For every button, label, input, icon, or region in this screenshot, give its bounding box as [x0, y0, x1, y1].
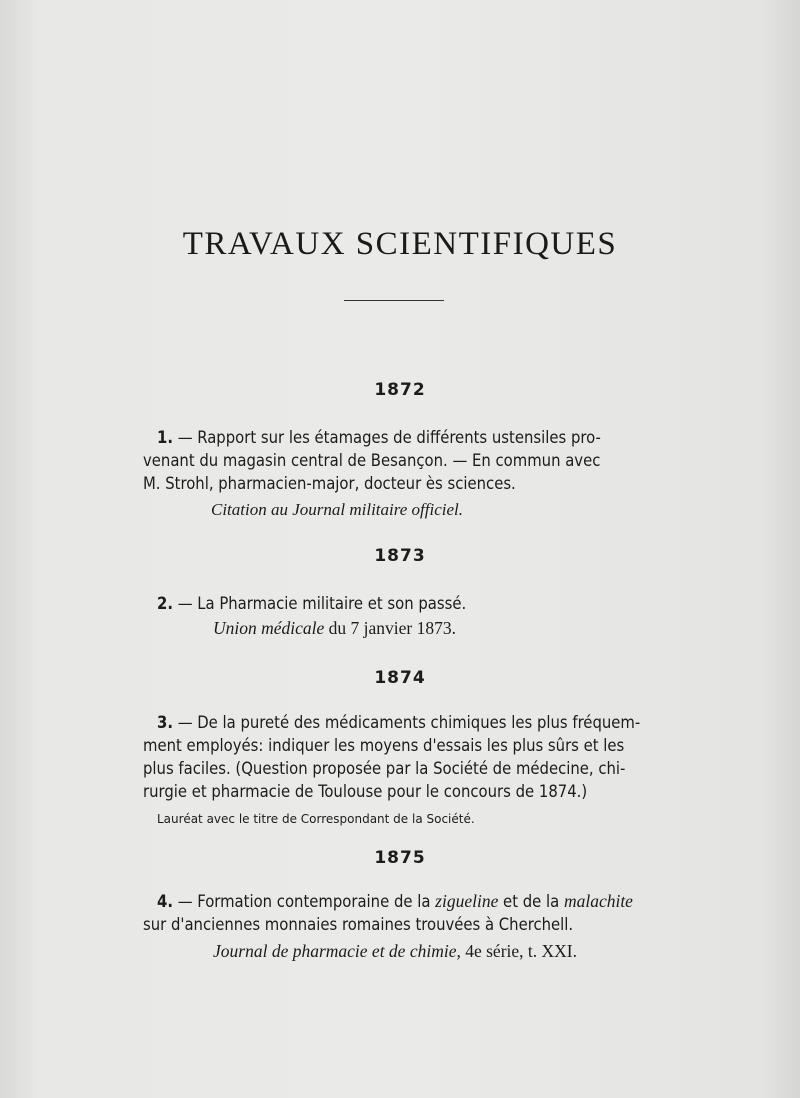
title-rule	[344, 300, 444, 301]
entry-text-line: sur d'anciennes monnaies romaines trouvées à Cherchell.	[143, 915, 574, 934]
citation-details: 4e série, t. XXI.	[460, 941, 578, 961]
entry-number: 2.	[157, 594, 173, 613]
page-title: TRAVAUX SCIENTIFIQUES	[182, 226, 618, 262]
year-heading-1873: 1873	[374, 546, 426, 566]
entry-text-line: — Formation contemporaine de la	[177, 892, 436, 911]
year-heading-1875: 1875	[374, 848, 426, 868]
entry-text-line: plus faciles. (Question proposée par la Société de médecine, chi-	[143, 759, 626, 778]
entry-number: 4.	[157, 892, 173, 911]
entry-citation: Citation au Journal militaire officiel.	[211, 500, 463, 519]
citation-journal: Union médicale	[213, 618, 325, 638]
entry-number: 1.	[157, 428, 173, 447]
entry-text-line: — Rapport sur les étamages de différents ustensiles pro-	[177, 428, 601, 447]
entry-text-line: et de la	[498, 892, 564, 911]
year-heading-1872: 1872	[374, 380, 426, 400]
entry-number: 3.	[157, 713, 173, 732]
entry-text-line: rurgie et pharmacie de Toulouse pour le concours de 1874.)	[143, 782, 588, 801]
entry-text-line: venant du magasin central de Besançon. — En commun avec	[143, 451, 601, 470]
mineral-zigueline: zigueline	[435, 891, 499, 911]
entry-text-line: ment employés: indiquer les moyens d'essais les plus sûrs et les	[143, 736, 625, 755]
citation-journal: Journal de pharmacie et de chimie,	[213, 941, 461, 961]
entry-note: Lauréat avec le titre de Correspondant de la Société.	[157, 812, 475, 826]
mineral-malachite: malachite	[563, 891, 633, 911]
entry-text-line: — De la pureté des médicaments chimiques les plus fréquem-	[177, 713, 641, 732]
year-heading-1874: 1874	[374, 668, 426, 688]
entry-text-line: M. Strohl, pharmacien-major, docteur ès sciences.	[143, 474, 516, 493]
entry-text-line: — La Pharmacie militaire et son passé.	[177, 594, 467, 613]
citation-date: du 7 janvier 1873.	[324, 618, 457, 638]
